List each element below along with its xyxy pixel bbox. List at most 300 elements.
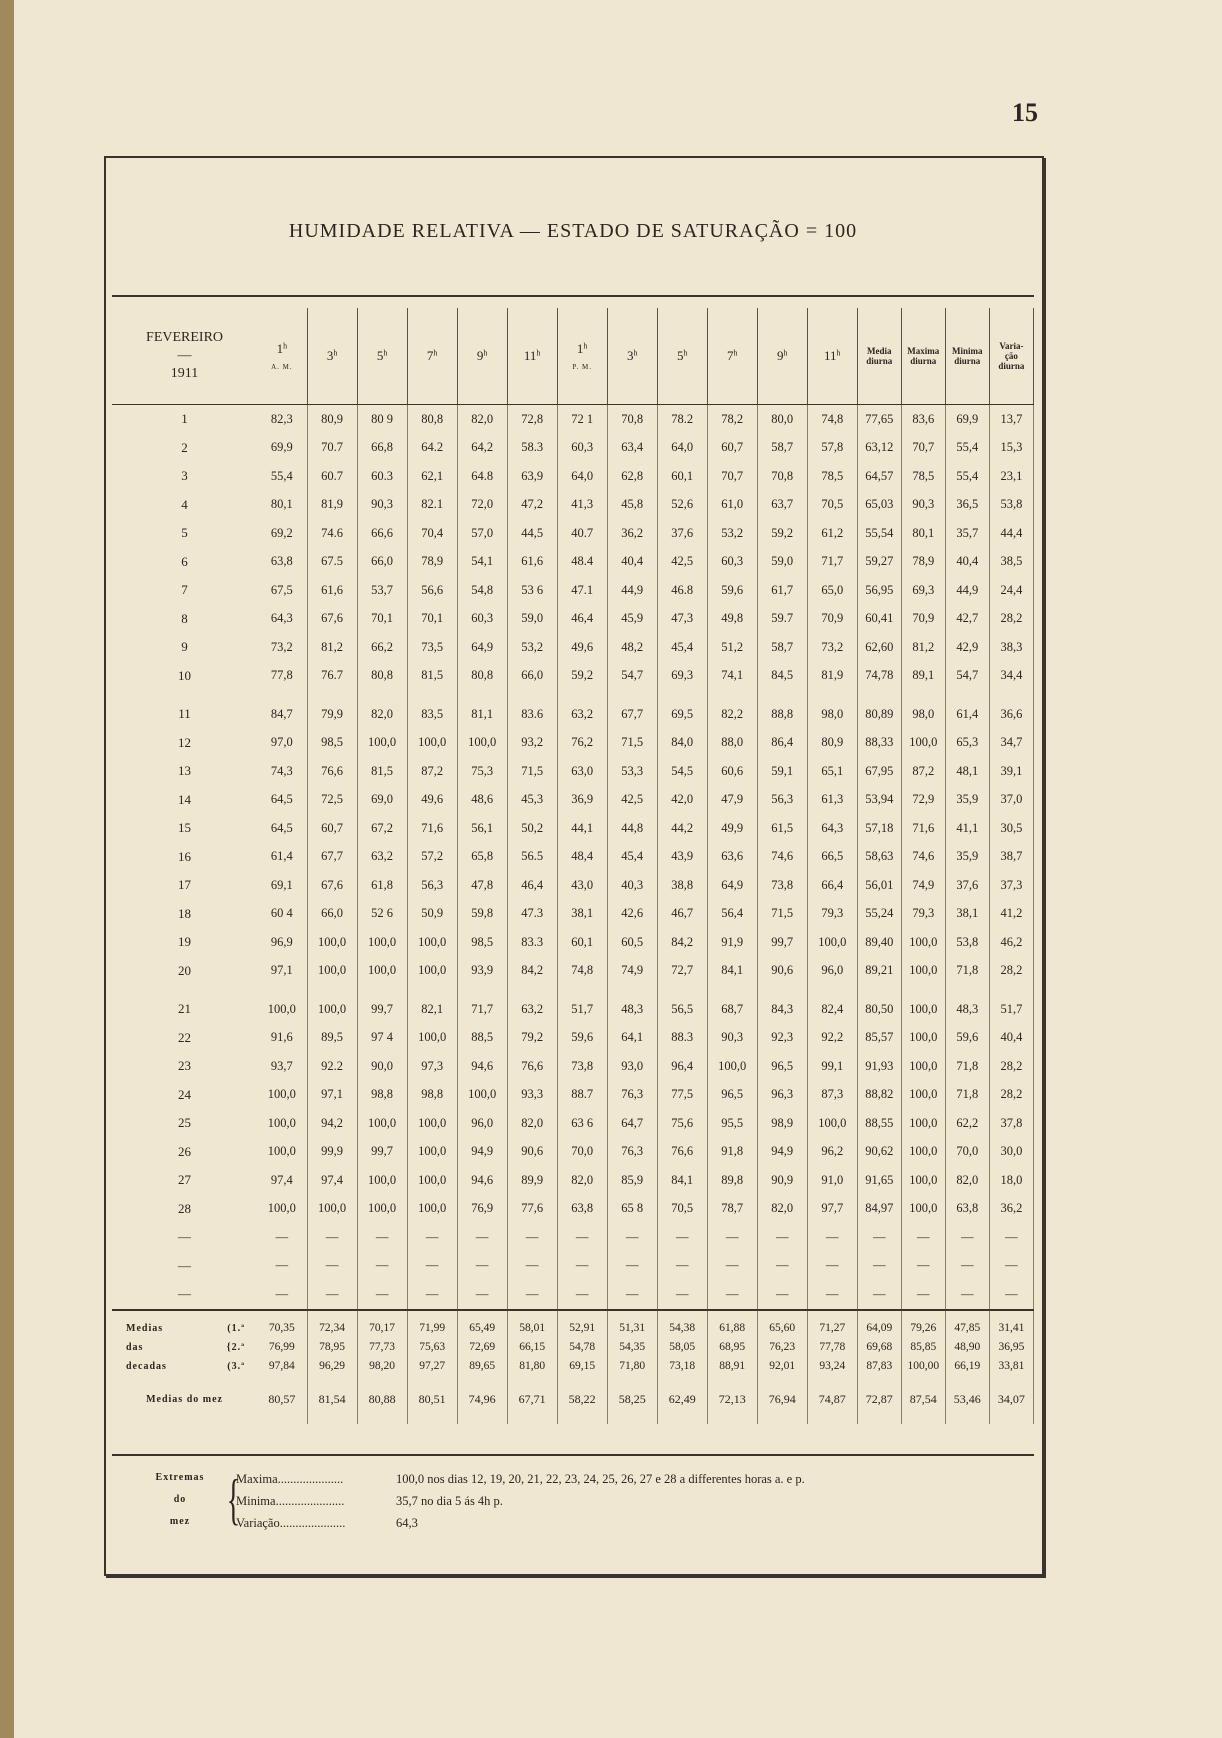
value-cell: 85,57 [857,1024,901,1053]
decade-value: 65,60 [757,1319,807,1338]
value-cell: 53,3 [607,757,657,786]
day-cell: 16 [178,848,192,864]
dash-cell: — [357,1223,407,1252]
table-row [112,995,1034,1024]
value-cell: 61,6 [307,576,357,605]
value-cell: 44,9 [945,576,989,605]
value-cell: 100,0 [901,1166,945,1195]
value-cell: 76,9 [457,1195,507,1224]
value-cell: 99,7 [357,1138,407,1167]
value-cell: 63,8 [945,1195,989,1224]
decade-value: 71,27 [807,1319,857,1338]
dash-cell: — [178,1286,192,1302]
value-cell: 42,7 [945,605,989,634]
value-cell: 55,54 [857,519,901,548]
value-cell: 97,1 [257,957,307,986]
day-cell: 15 [178,820,192,836]
year: 1911 [170,366,199,381]
empty-row [112,1223,1034,1252]
value-cell: 36,2 [989,1195,1033,1224]
dash-cell: — [357,1280,407,1310]
sep-cell [457,1310,507,1319]
day-cell: 27 [178,1172,192,1188]
value-cell: 59,6 [707,576,757,605]
value-cell: 91,8 [707,1138,757,1167]
value-cell: 91,93 [857,1052,901,1081]
value-cell: 90,9 [757,1166,807,1195]
value-cell: 94,9 [457,1138,507,1167]
value-cell: 79,2 [507,1024,557,1053]
value-cell: 38,3 [989,633,1033,662]
value-cell: 79,9 [307,700,357,729]
value-cell: 69,9 [257,434,307,463]
day-cell: 12 [178,734,192,750]
decade-value: 72,69 [457,1338,507,1357]
value-cell: 61,5 [757,814,807,843]
value-cell: 42,5 [657,548,707,577]
value-cell: 66,5 [807,843,857,872]
table-row [112,405,1034,434]
value-cell: 80,8 [407,405,457,434]
value-cell: 100,0 [901,957,945,986]
value-cell: 41,1 [945,814,989,843]
value-cell: 54,7 [945,662,989,691]
decade-value: 98,20 [357,1357,407,1376]
value-cell: 80,89 [857,700,901,729]
value-cell: 44,9 [607,576,657,605]
value-cell: 74,1 [707,662,757,691]
decade-value: 73,18 [657,1357,707,1376]
value-cell: 56,01 [857,871,901,900]
dash-cell: — [457,1280,507,1310]
value-cell: 36,2 [607,519,657,548]
dash-cell: — [657,1223,707,1252]
value-cell: 71,6 [901,814,945,843]
value-cell: 100,0 [901,1109,945,1138]
value-cell: 90,3 [707,1024,757,1053]
hour-header [607,308,657,405]
value-cell: 38,1 [557,900,607,929]
hour-header [707,308,757,405]
value-cell: 74.6 [307,519,357,548]
value-cell: 98,8 [407,1081,457,1110]
extreme-var-value: 64,3 [396,1516,418,1530]
dash-cell: — [507,1252,557,1281]
extremes-label: Extremas [155,1472,205,1483]
value-cell: 77,8 [257,662,307,691]
value-cell: 80,1 [901,519,945,548]
day-cell: 2 [181,439,188,455]
dash-cell: — [857,1223,901,1252]
value-cell: 99,7 [757,928,807,957]
value-cell: 81,2 [901,633,945,662]
value-cell: 55,24 [857,900,901,929]
decade-value: 68,95 [707,1338,757,1357]
decade-value: 77,78 [807,1338,857,1357]
value-cell: 57,18 [857,814,901,843]
value-cell: 78.2 [657,405,707,434]
value-cell: 100,0 [901,1081,945,1110]
hour-header [257,308,307,405]
value-cell: 60,3 [557,434,607,463]
month-mean-row [112,1376,1034,1424]
stat-header-line: Maxima [907,346,940,356]
value-cell: 79,3 [807,900,857,929]
value-cell: 61,3 [807,786,857,815]
dash-cell: — [607,1223,657,1252]
sep-cell [757,1310,807,1319]
value-cell: 63,2 [557,700,607,729]
dash-cell: — [507,1280,557,1310]
hour-header [307,308,357,405]
value-cell: 50,2 [507,814,557,843]
decade-number-wrap [227,1361,257,1372]
dash-cell: — [989,1280,1033,1310]
brace-glyph: { [226,1341,232,1353]
stat-header-line: diurna [910,356,937,366]
value-cell: 73,2 [257,633,307,662]
hour-suffix: h [383,348,388,358]
value-cell: 64,3 [807,814,857,843]
dash-cell: — [901,1252,945,1281]
dash-cell: — [257,1223,307,1252]
value-cell: 44,2 [657,814,707,843]
value-cell: 40.7 [557,519,607,548]
value-cell: 56,3 [757,786,807,815]
value-cell: 77,6 [507,1195,557,1224]
humidity-table [112,308,1034,1424]
decade-value: 87,83 [857,1357,901,1376]
gap-cell [307,690,357,700]
value-cell: 100,0 [357,1166,407,1195]
decade-value: 76,99 [257,1338,307,1357]
hour-number: 9 [776,348,784,363]
value-cell: 100,0 [901,928,945,957]
value-cell: 53 6 [507,576,557,605]
day-cell: 13 [178,763,192,779]
hour-suffix: h [633,348,638,358]
value-cell: 81,9 [307,491,357,520]
value-cell: 100,0 [407,957,457,986]
gap-cell [901,690,945,700]
value-cell: 67,7 [307,843,357,872]
value-cell: 100,0 [407,1024,457,1053]
value-cell: 67,5 [257,576,307,605]
value-cell: 98,5 [457,928,507,957]
hour-period: A. M. [271,363,293,371]
value-cell: 63 6 [557,1109,607,1138]
value-cell: 56,6 [407,576,457,605]
value-cell: 100,0 [307,928,357,957]
decade-row [112,1319,1034,1338]
value-cell: 63,7 [757,491,807,520]
brace-glyph: ( [227,1322,232,1334]
value-cell: 81,5 [357,757,407,786]
dash-cell: — [757,1252,807,1281]
value-cell: 80,9 [307,405,357,434]
decade-value: 85,85 [901,1338,945,1357]
gap-cell [707,985,757,995]
dash-cell: — [307,1252,357,1281]
value-cell: 28,2 [989,605,1033,634]
day-cell: 3 [181,468,188,484]
value-cell: 41,2 [989,900,1033,929]
table-row [112,900,1034,929]
value-cell: 48,2 [607,633,657,662]
table-row [112,434,1034,463]
value-cell: 77,65 [857,405,901,434]
value-cell: 76,6 [307,757,357,786]
dash-cell: — [657,1280,707,1310]
decade-value: 48,90 [945,1338,989,1357]
dash-cell: — [557,1223,607,1252]
value-cell: 100,0 [307,1195,357,1224]
decade-value: 88,91 [707,1357,757,1376]
value-cell: 80,8 [357,662,407,691]
day-cell: 14 [178,791,192,807]
value-cell: 59,2 [557,662,607,691]
value-cell: 48,3 [607,995,657,1024]
value-cell: 53,2 [507,633,557,662]
month-mean-value: 80,88 [357,1376,407,1424]
value-cell: 93,9 [457,957,507,986]
decade-value: 33,81 [989,1357,1033,1376]
value-cell: 60.3 [357,462,407,491]
value-cell: 44,8 [607,814,657,843]
sep-cell [989,1310,1033,1319]
gap-cell [357,690,407,700]
value-cell: 59,27 [857,548,901,577]
value-cell: 65,1 [807,757,857,786]
value-cell: 93,0 [607,1052,657,1081]
value-cell: 55,4 [945,462,989,491]
value-cell: 61,0 [707,491,757,520]
hour-suffix: h [283,341,288,351]
value-cell: 100,0 [407,1166,457,1195]
value-cell: 42,0 [657,786,707,815]
table-row [112,814,1034,843]
value-cell: 76,3 [607,1081,657,1110]
value-cell: 66,8 [357,434,407,463]
table-row [112,729,1034,758]
value-cell: 38,1 [945,900,989,929]
month-mean-value: 81,54 [307,1376,357,1424]
value-cell: 60,3 [707,548,757,577]
value-cell: 100,0 [257,1138,307,1167]
value-cell: 98,0 [901,700,945,729]
value-cell: 80,1 [257,491,307,520]
value-cell: 84,97 [857,1195,901,1224]
value-cell: 91,65 [857,1166,901,1195]
value-cell: 99,9 [307,1138,357,1167]
value-cell: 96,0 [457,1109,507,1138]
decade-value: 69,68 [857,1338,901,1357]
decade-row [112,1338,1034,1357]
hour-number: 3 [626,348,634,363]
value-cell: 71,5 [507,757,557,786]
value-cell: 75,6 [657,1109,707,1138]
table-row [112,1138,1034,1167]
value-cell: 63,4 [607,434,657,463]
table-body [112,405,1034,1424]
value-cell: 96,3 [757,1081,807,1110]
value-cell: 82.1 [407,491,457,520]
value-cell: 76,2 [557,729,607,758]
value-cell: 87,2 [407,757,457,786]
table-row [112,786,1034,815]
value-cell: 48,6 [457,786,507,815]
stat-header [945,308,989,405]
value-cell: 95,5 [707,1109,757,1138]
value-cell: 97,7 [807,1195,857,1224]
value-cell: 48,3 [945,995,989,1024]
value-cell: 43,9 [657,843,707,872]
day-cell: 22 [178,1029,192,1045]
value-cell: 44,4 [989,519,1033,548]
value-cell: 89,1 [901,662,945,691]
value-cell: 64,9 [707,871,757,900]
dash-cell: — [807,1223,857,1252]
value-cell: 44,1 [557,814,607,843]
day-cell: 7 [181,582,188,598]
value-cell: 100,0 [807,1109,857,1138]
gap-cell [807,985,857,995]
value-cell: 60,1 [557,928,607,957]
value-cell: 72,9 [901,786,945,815]
value-cell: 77,5 [657,1081,707,1110]
value-cell: 67,6 [307,871,357,900]
decade-value: 93,24 [807,1357,857,1376]
value-cell: 49,6 [557,633,607,662]
value-cell: 59,0 [757,548,807,577]
gap-cell [657,690,707,700]
gap-cell [307,985,357,995]
table-row [112,633,1034,662]
day-cell: 25 [178,1115,192,1131]
value-cell: 64,1 [607,1024,657,1053]
hour-suffix: h [783,348,788,358]
value-cell: 56.5 [507,843,557,872]
gap-cell [557,985,607,995]
value-cell: 70,9 [807,605,857,634]
value-cell: 43,0 [557,871,607,900]
hour-period: P. M. [572,363,592,371]
decade-value: 89,65 [457,1357,507,1376]
value-cell: 99,7 [357,995,407,1024]
value-cell: 42,6 [607,900,657,929]
table-row [112,928,1034,957]
value-cell: 28,2 [989,957,1033,986]
value-cell: 61,2 [807,519,857,548]
sep-cell [112,1310,257,1319]
decade-value: 71,80 [607,1357,657,1376]
sep-cell [945,1310,989,1319]
value-cell: 45,9 [607,605,657,634]
gap-cell [407,985,457,995]
month-header [112,308,257,405]
hour-header [757,308,807,405]
value-cell: 60,6 [707,757,757,786]
hour-number: 1 [276,341,284,356]
month-mean-value: 58,22 [557,1376,607,1424]
dash-cell: — [607,1280,657,1310]
table-row [112,1052,1034,1081]
value-cell: 74,9 [607,957,657,986]
dash-cell: — [178,1229,192,1245]
sep-cell [507,1310,557,1319]
value-cell: 49,6 [407,786,457,815]
day-cell: 8 [181,610,188,626]
sep-cell [557,1310,607,1319]
decade-value: 77,73 [357,1338,407,1357]
value-cell: 44,5 [507,519,557,548]
value-cell: 61,7 [757,576,807,605]
dash-cell: — [557,1252,607,1281]
value-cell: 60,41 [857,605,901,634]
value-cell: 71,8 [945,1081,989,1110]
value-cell: 84,2 [657,928,707,957]
value-cell: 38,7 [989,843,1033,872]
value-cell: 63,2 [357,843,407,872]
gap-cell [357,985,407,995]
month-mean-value: 80,57 [257,1376,307,1424]
hour-number: 1 [576,341,584,356]
decade-value: 47,85 [945,1319,989,1338]
value-cell: 64,0 [557,462,607,491]
value-cell: 40,4 [607,548,657,577]
value-cell: 98,8 [357,1081,407,1110]
value-cell: 92,2 [807,1024,857,1053]
extremes-section [112,1454,1034,1556]
value-cell: 80,8 [457,662,507,691]
value-cell: 24,4 [989,576,1033,605]
value-cell: 100,0 [357,1195,407,1224]
value-cell: 96,4 [657,1052,707,1081]
value-cell: 64.8 [457,462,507,491]
value-cell: 48.4 [557,548,607,577]
value-cell: 56,5 [657,995,707,1024]
value-cell: 47,9 [707,786,757,815]
decade-number: 1.ª [231,1322,246,1334]
decade-value: 52,91 [557,1319,607,1338]
group-gap [112,985,1034,995]
value-cell: 67.5 [307,548,357,577]
gap-cell [989,690,1033,700]
month-dash: — [177,348,192,363]
value-cell: 82,0 [457,405,507,434]
value-cell: 71,6 [407,814,457,843]
value-cell: 78,5 [901,462,945,491]
value-cell: 70,0 [557,1138,607,1167]
hour-header [657,308,707,405]
value-cell: 97 4 [357,1024,407,1053]
hour-suffix: h [536,348,541,358]
stat-header-line: diurna [998,361,1025,371]
dash-cell: — [989,1223,1033,1252]
hour-number: 7 [726,348,734,363]
value-cell: 88,55 [857,1109,901,1138]
decade-word: das [126,1341,144,1353]
value-cell: 28,2 [989,1052,1033,1081]
value-cell: 71,7 [807,548,857,577]
value-cell: 74,8 [807,405,857,434]
value-cell: 60,7 [307,814,357,843]
value-cell: 88,0 [707,729,757,758]
sep-cell [901,1310,945,1319]
value-cell: 34,4 [989,662,1033,691]
decade-value: 70,35 [257,1319,307,1338]
dash-cell: — [457,1223,507,1252]
